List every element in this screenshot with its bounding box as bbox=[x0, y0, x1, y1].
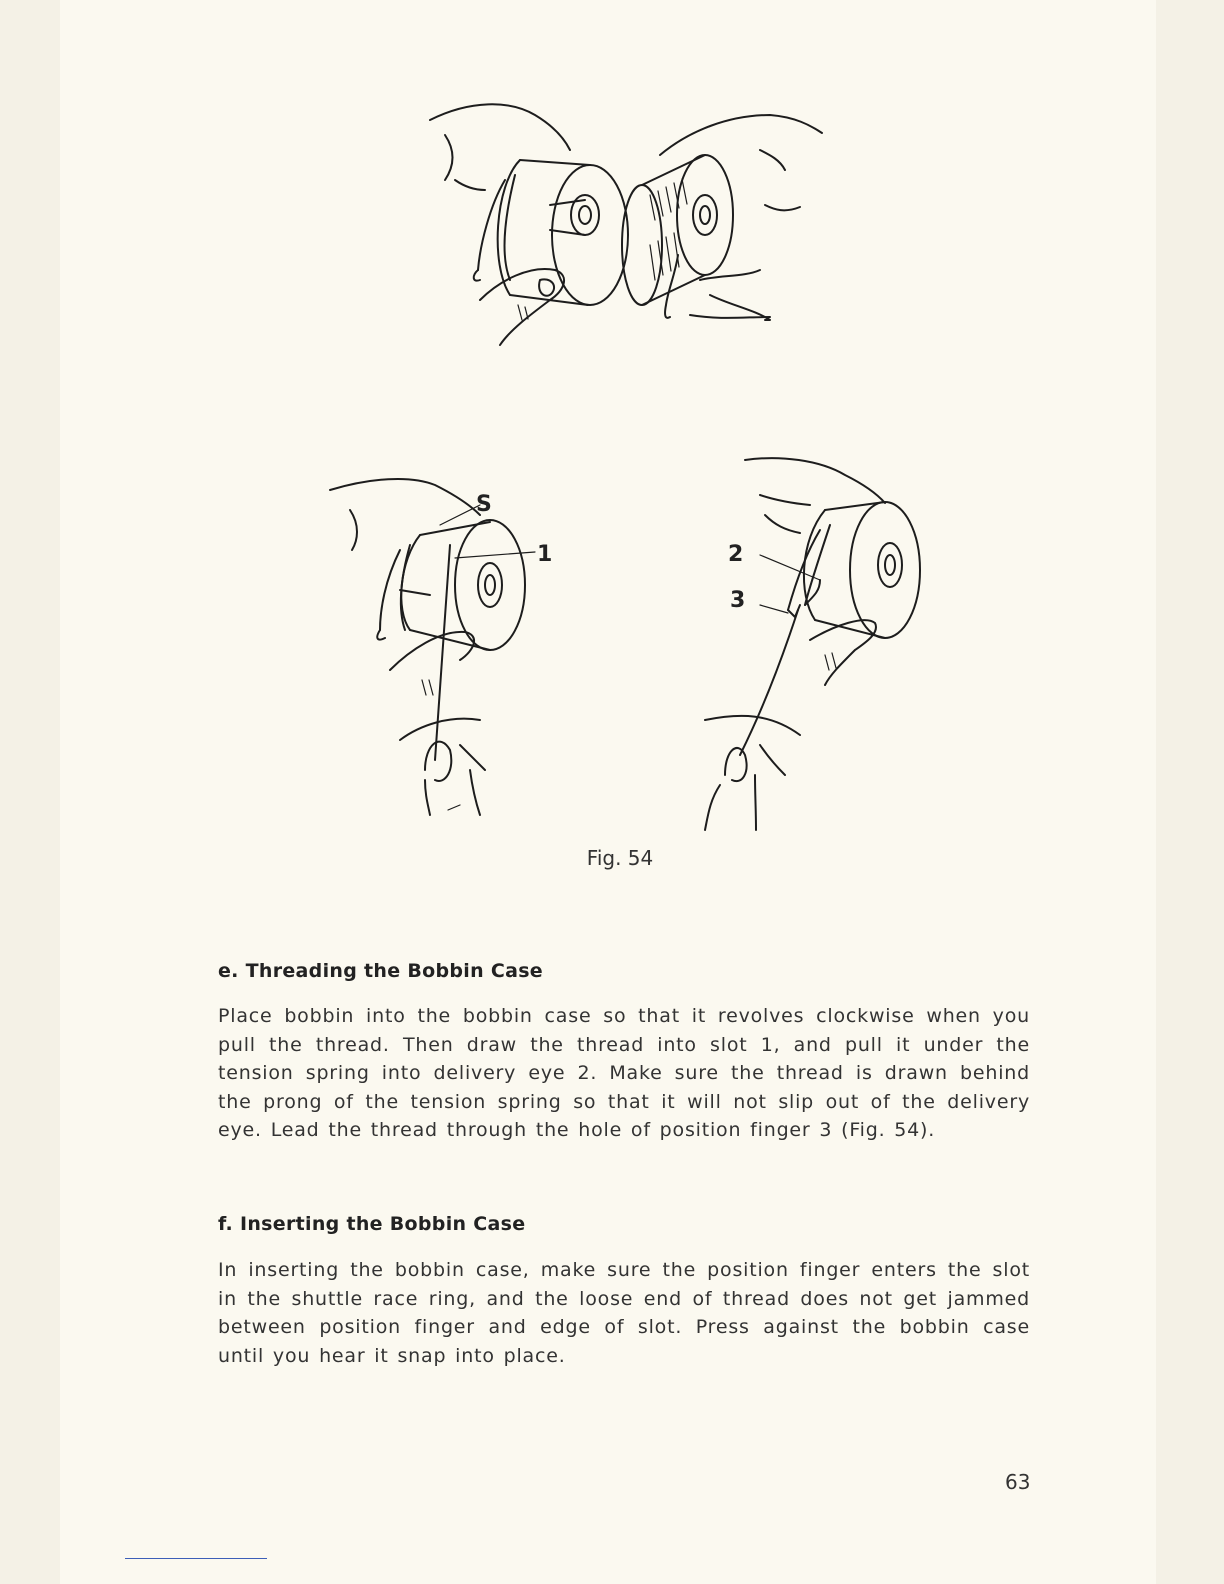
section-title-threading: e. Threading the Bobbin Case bbox=[218, 960, 543, 982]
label-3: 3 bbox=[730, 588, 746, 613]
illustration-thread-into-delivery-eye bbox=[680, 455, 940, 835]
label-1: 1 bbox=[537, 542, 553, 567]
section-body-inserting: In inserting the bobbin case, make sure the position finger enters the slot in the shuttle race ring, and the loose end of thread does not get jammed between position finger and edge of slot. Press against the bobbin case until you hear it snap into place. bbox=[218, 1259, 1030, 1367]
illustration-bobbin-and-case bbox=[360, 95, 840, 365]
illustration-thread-into-slot bbox=[330, 470, 570, 820]
section-body-threading: Place bobbin into the bobbin case so that it revolves clockwise when you pull the thread. Then draw the thread into slot 1, and pull it under the tension spring into delivery eye 2. Make sure the thread is drawn behind the prong of the tension spring so that it will not slip out of the delivery eye. Lead the thread through the hole of position finger 3 (Fig. 54). bbox=[218, 1005, 1030, 1141]
footer-rule bbox=[125, 1558, 267, 1559]
page-number: 63 bbox=[1005, 1470, 1031, 1494]
label-s: S bbox=[476, 492, 492, 517]
label-2: 2 bbox=[728, 542, 744, 567]
figure-caption: Fig. 54 bbox=[586, 846, 654, 870]
section-title-inserting: f. Inserting the Bobbin Case bbox=[218, 1213, 526, 1235]
